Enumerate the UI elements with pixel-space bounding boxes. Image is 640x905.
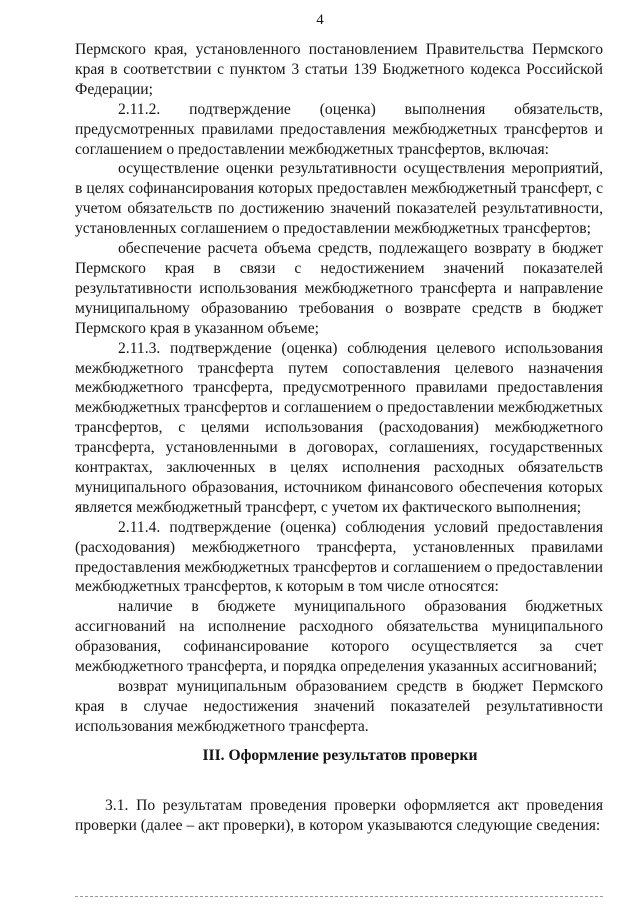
paragraph-effectiveness-assessment: осуществление оценки результативности осуществления мероприятий, в целях софинансирования которых предоставлен межбюджетный трансферт, с учетом обязательств по достижению значений показателей результативности, установленных соглашением о предоставлении межбюджетных трансфертов; <box>75 160 603 238</box>
paragraph-budget-allocations: наличие в бюджете муниципального образования бюджетных ассигнований на исполнение расходного обязательства муниципального образования, софинансирование которого осуществляется за счет межбюджетного трансферта, и порядка определения указанных ассигнований; <box>75 598 603 676</box>
paragraph-refund-calculation: обеспечение расчета объема средств, подлежащего возврату в бюджет Пермского края в связи с недостижением значений показателей результативности использования межбюджетного трансферта и направление муниципальному образованию требования о возврате средств в бюджет Пермского края в указанном объеме; <box>75 240 603 337</box>
page-number: 4 <box>316 12 324 28</box>
paragraph-funds-return: возврат муниципальным образованием средств в бюджет Пермского края в случае недостижения значений показателей результативности использования межбюджетного трансферта. <box>75 678 603 735</box>
paragraph-2-11-2: 2.11.2. подтверждение (оценка) выполнения обязательств, предусмотренных правилами предоставления межбюджетных трансфертов и соглашением о предоставлении межбюджетных трансфертов, включая: <box>75 100 603 158</box>
paragraph-continuation: Пермского края, установленного постановлением Правительства Пермского края в соответствии с пунктом 3 статьи 139 Бюджетного кодекса Российской Федерации; <box>75 41 603 98</box>
body-text <box>75 40 603 737</box>
paragraph-2-11-3: 2.11.3. подтверждение (оценка) соблюдения целевого использования межбюджетного трансферта путем сопоставления целевого назначения межбюджетного трансферта, предусмотренного правилами предоставления межбюджетных трансфертов и соглашением о предоставлении межбюджетных трансфертов, с целями использования (расходования) межбюджетного трансферта, установленными в договорах, соглашениях, государственных контрактах, заключенных в целях исполнения расходных обязательств муниципального образования, источником финансового обеспечения которых является межбюджетный трансферт, с учетом их фактического выполнения; <box>75 339 603 516</box>
section-body <box>75 796 603 836</box>
paragraph-2-11-4: 2.11.4. подтверждение (оценка) соблюдения условий предоставления (расходования) межбюджетного трансферта, установленных правилами предоставления межбюджетных трансфертов и соглашением о предоставлении межбюджетных трансфертов, к которым в том числе относятся: <box>75 518 603 596</box>
footer-divider <box>75 896 603 897</box>
paragraph-3-1: 3.1. По результатам проведения проверки оформляется акт проведения проверки (далее – акт проверки), в котором указываются следующие сведения: <box>75 797 603 834</box>
section-heading: III. Оформление результатов проверки <box>202 747 478 764</box>
